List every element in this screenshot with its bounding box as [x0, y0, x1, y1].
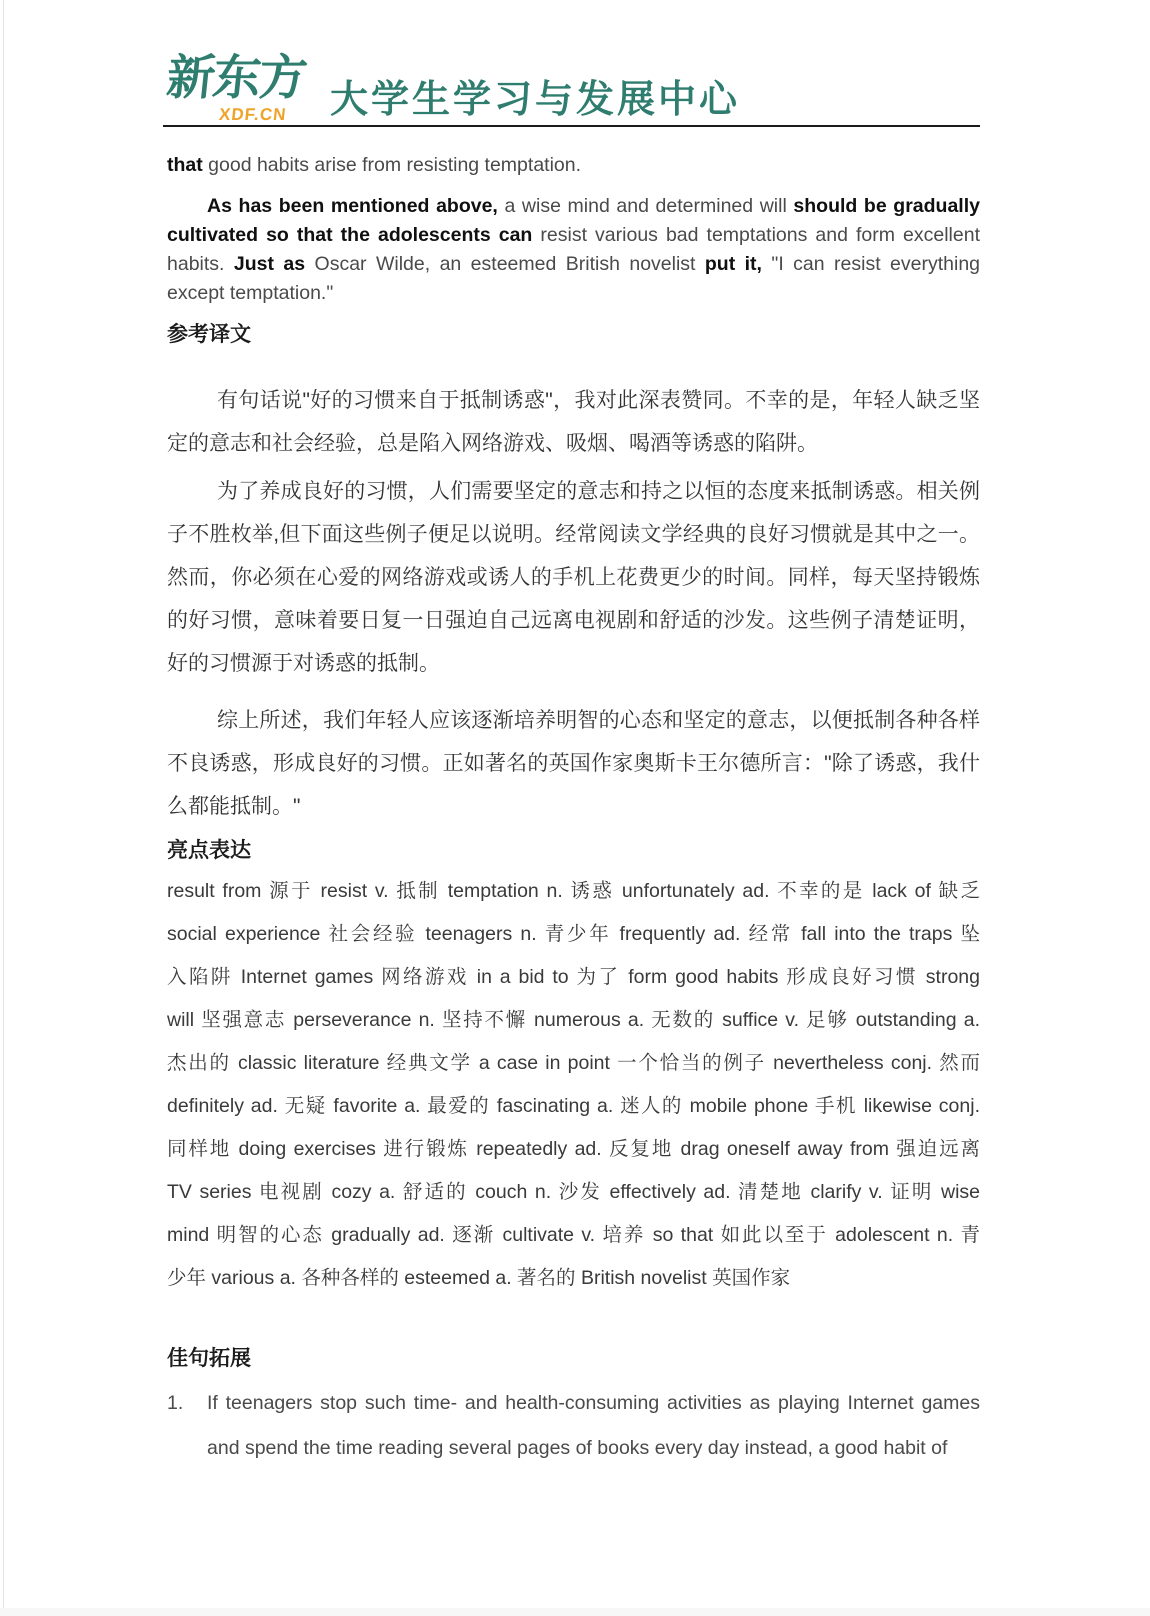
page-left-edge	[3, 0, 4, 1616]
vocabulary-line: TV series 电视剧 cozy a. 舒适的 couch n. 沙发 effectively ad. 清楚地 clarify v. 证明 wise	[167, 1181, 980, 1203]
logo-domain-text: XDF.CN	[218, 105, 288, 124]
essay-paragraph-continuation: that good habits arise from resisting temptation.	[167, 153, 582, 176]
header	[164, 52, 980, 132]
logo-brand-text: 新东方	[164, 52, 308, 105]
vocabulary-line: 杰出的 classic literature 经典文学 a case in point 一个恰当的例子 nevertheless conj. 然而	[167, 1052, 980, 1074]
page-bottom-edge	[0, 1608, 1150, 1616]
section-heading-expressions: 亮点表达	[167, 839, 251, 862]
translation-paragraph: 有句话说"好的习惯来自于抵制诱惑"，我对此深表赞同。不幸的是，年轻人缺乏坚定的意志和社会经验，总是陷入网络游戏、吸烟、喝酒等诱惑的陷阱。	[167, 389, 980, 455]
header-rule	[163, 125, 980, 127]
vocabulary-line: 入陷阱 Internet games 网络游戏 in a bid to 为了 form good habits 形成良好习惯 strong	[167, 966, 980, 988]
list-item	[167, 1381, 980, 1471]
section-heading-sentences: 佳句拓展	[167, 1347, 251, 1370]
vocabulary-line: mind 明智的心态 gradually ad. 逐渐 cultivate v. 培养 so that 如此以至于 adolescent n. 青	[167, 1224, 980, 1246]
translation-paragraph: 综上所述，我们年轻人应该逐渐培养明智的心态和坚定的意志，以便抵制各种各样不良诱惑，形成良好的习惯。正如著名的英国作家奥斯卡王尔德所言："除了诱惑，我什么都能抵制。"	[167, 709, 980, 818]
vocabulary-line: definitely ad. 无疑 favorite a. 最爱的 fascinating a. 迷人的 mobile phone 手机 likewise conj.	[167, 1095, 980, 1117]
vocabulary-line: 同样地 doing exercises 进行锻炼 repeatedly ad. 反复地 drag oneself away from 强迫远离	[167, 1138, 980, 1160]
xdf-logo	[164, 52, 317, 127]
vocabulary-line: 少年 various a. 各种各样的 esteemed a. 著名的 British novelist 英国作家	[167, 1267, 791, 1289]
translation-paragraph: 为了养成良好的习惯，人们需要坚定的意志和持之以恒的态度来抵制诱惑。相关例子不胜枚举,但下面这些例子便足以说明。经常阅读文学经典的良好习惯就是其中之一。然而，你必须在心爱的网络游戏或诱人的手机上花费更少的时间。同样，每天坚持锻炼的好习惯，意味着要日复一日强迫自己远离电视剧和舒适的沙发。这些例子清楚证明，好的习惯源于对诱惑的抵制。	[167, 480, 980, 675]
vocabulary-line: result from 源于 resist v. 抵制 temptation n. 诱惑 unfortunately ad. 不幸的是 lack of 缺乏	[167, 880, 980, 902]
vocabulary-block	[167, 870, 980, 1300]
vocabulary-line: social experience 社会经验 teenagers n. 青少年 frequently ad. 经常 fall into the traps 坠	[167, 923, 980, 945]
sentence-list	[167, 1381, 980, 1471]
list-item-number: 1.	[167, 1392, 184, 1414]
vocabulary-line: will 坚强意志 perseverance n. 坚持不懈 numerous a. 无数的 suffice v. 足够 outstanding a.	[167, 1009, 980, 1031]
list-item-text: If teenagers stop such time- and health-consuming activities as playing Internet games and spend the time reading several pages of books every day instead, a good habit of	[207, 1392, 980, 1459]
essay-paragraph-conclusion: As has been mentioned above, a wise mind and determined will should be gradually cultivated so that the adolescents can resist various bad temptations and form excellent habits. Just as Oscar Wilde, an esteemed British novelist put it, "I can resist everything except temptation."	[167, 194, 981, 304]
section-heading-translation: 参考译文	[167, 323, 251, 346]
header-title: 大学生学习与发展中心	[330, 79, 741, 121]
